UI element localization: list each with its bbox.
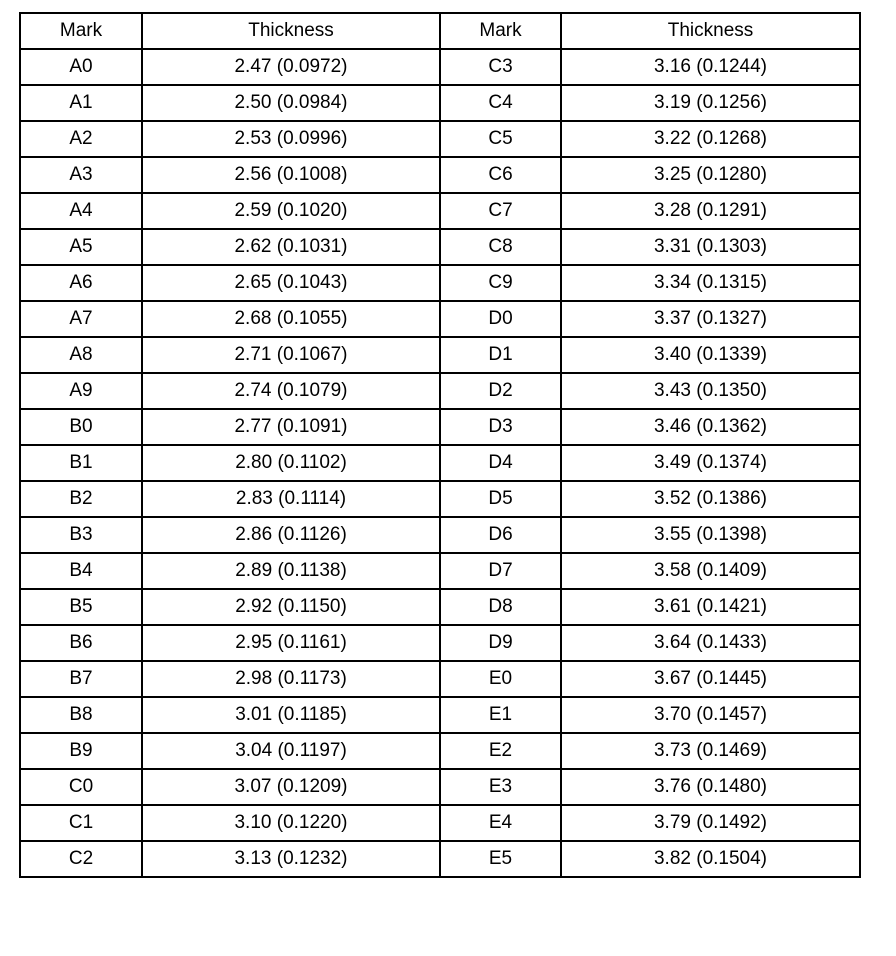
mark-cell: C5 (440, 121, 561, 157)
header-mark-right: Mark (440, 13, 561, 49)
mark-cell: C3 (440, 49, 561, 85)
mark-cell: D8 (440, 589, 561, 625)
thickness-cell: 3.19 (0.1256) (561, 85, 860, 121)
mark-cell: A4 (20, 193, 142, 229)
thickness-cell: 3.13 (0.1232) (142, 841, 440, 877)
mark-cell: A0 (20, 49, 142, 85)
thickness-cell: 3.43 (0.1350) (561, 373, 860, 409)
thickness-cell: 2.83 (0.1114) (142, 481, 440, 517)
header-thickness-left: Thickness (142, 13, 440, 49)
thickness-cell: 2.50 (0.0984) (142, 85, 440, 121)
table-row (20, 661, 860, 697)
thickness-cell: 2.80 (0.1102) (142, 445, 440, 481)
table-row (20, 49, 860, 85)
mark-cell: C1 (20, 805, 142, 841)
mark-cell: E0 (440, 661, 561, 697)
mark-cell: C9 (440, 265, 561, 301)
thickness-cell: 2.98 (0.1173) (142, 661, 440, 697)
table-row (20, 697, 860, 733)
mark-cell: C8 (440, 229, 561, 265)
mark-cell: B2 (20, 481, 142, 517)
mark-cell: B4 (20, 553, 142, 589)
table-row (20, 121, 860, 157)
table-row (20, 481, 860, 517)
thickness-cell: 3.04 (0.1197) (142, 733, 440, 769)
thickness-cell: 3.10 (0.1220) (142, 805, 440, 841)
mark-cell: B7 (20, 661, 142, 697)
mark-cell: B5 (20, 589, 142, 625)
table-row (20, 769, 860, 805)
thickness-cell: 3.61 (0.1421) (561, 589, 860, 625)
table-row (20, 445, 860, 481)
thickness-cell: 3.58 (0.1409) (561, 553, 860, 589)
table-row (20, 841, 860, 877)
thickness-cell: 3.40 (0.1339) (561, 337, 860, 373)
mark-cell: B6 (20, 625, 142, 661)
thickness-cell: 3.76 (0.1480) (561, 769, 860, 805)
thickness-cell: 3.82 (0.1504) (561, 841, 860, 877)
mark-cell: A5 (20, 229, 142, 265)
thickness-cell: 3.55 (0.1398) (561, 517, 860, 553)
mark-cell: C0 (20, 769, 142, 805)
thickness-cell: 2.89 (0.1138) (142, 553, 440, 589)
thickness-cell: 2.71 (0.1067) (142, 337, 440, 373)
thickness-cell: 2.65 (0.1043) (142, 265, 440, 301)
thickness-table (19, 12, 861, 878)
table-row (20, 409, 860, 445)
mark-cell: C7 (440, 193, 561, 229)
mark-cell: D6 (440, 517, 561, 553)
table-body (20, 49, 860, 877)
thickness-cell: 3.52 (0.1386) (561, 481, 860, 517)
mark-cell: E2 (440, 733, 561, 769)
mark-cell: A3 (20, 157, 142, 193)
thickness-cell: 2.59 (0.1020) (142, 193, 440, 229)
mark-cell: D4 (440, 445, 561, 481)
mark-cell: A2 (20, 121, 142, 157)
thickness-cell: 3.34 (0.1315) (561, 265, 860, 301)
mark-cell: C4 (440, 85, 561, 121)
table-row (20, 733, 860, 769)
table-header-row (20, 13, 860, 49)
mark-cell: C6 (440, 157, 561, 193)
table-row (20, 229, 860, 265)
table-row (20, 301, 860, 337)
thickness-cell: 2.68 (0.1055) (142, 301, 440, 337)
header-thickness-right: Thickness (561, 13, 860, 49)
thickness-cell: 3.37 (0.1327) (561, 301, 860, 337)
thickness-cell: 2.47 (0.0972) (142, 49, 440, 85)
table-row (20, 373, 860, 409)
mark-cell: D0 (440, 301, 561, 337)
thickness-cell: 2.53 (0.0996) (142, 121, 440, 157)
thickness-cell: 3.70 (0.1457) (561, 697, 860, 733)
table-row (20, 157, 860, 193)
table-row (20, 589, 860, 625)
mark-cell: E4 (440, 805, 561, 841)
mark-cell: D7 (440, 553, 561, 589)
mark-cell: B0 (20, 409, 142, 445)
mark-cell: B9 (20, 733, 142, 769)
thickness-cell: 3.73 (0.1469) (561, 733, 860, 769)
mark-cell: E3 (440, 769, 561, 805)
header-mark-left: Mark (20, 13, 142, 49)
thickness-cell: 3.49 (0.1374) (561, 445, 860, 481)
mark-cell: C2 (20, 841, 142, 877)
table-row (20, 193, 860, 229)
thickness-cell: 3.07 (0.1209) (142, 769, 440, 805)
mark-cell: D3 (440, 409, 561, 445)
mark-cell: D1 (440, 337, 561, 373)
mark-cell: D9 (440, 625, 561, 661)
thickness-cell: 2.62 (0.1031) (142, 229, 440, 265)
thickness-cell: 3.64 (0.1433) (561, 625, 860, 661)
mark-cell: D5 (440, 481, 561, 517)
thickness-cell: 3.22 (0.1268) (561, 121, 860, 157)
mark-cell: A1 (20, 85, 142, 121)
thickness-cell: 2.74 (0.1079) (142, 373, 440, 409)
thickness-cell: 3.79 (0.1492) (561, 805, 860, 841)
thickness-cell: 3.67 (0.1445) (561, 661, 860, 697)
thickness-cell: 2.77 (0.1091) (142, 409, 440, 445)
mark-cell: B8 (20, 697, 142, 733)
thickness-cell: 2.92 (0.1150) (142, 589, 440, 625)
thickness-cell: 3.46 (0.1362) (561, 409, 860, 445)
thickness-cell: 3.25 (0.1280) (561, 157, 860, 193)
mark-cell: E1 (440, 697, 561, 733)
table-row (20, 337, 860, 373)
mark-cell: A6 (20, 265, 142, 301)
mark-cell: B1 (20, 445, 142, 481)
mark-cell: A8 (20, 337, 142, 373)
table-row (20, 517, 860, 553)
mark-cell: E5 (440, 841, 561, 877)
thickness-cell: 3.28 (0.1291) (561, 193, 860, 229)
thickness-cell: 3.31 (0.1303) (561, 229, 860, 265)
thickness-cell: 2.56 (0.1008) (142, 157, 440, 193)
thickness-cell: 3.16 (0.1244) (561, 49, 860, 85)
table-row (20, 265, 860, 301)
mark-cell: B3 (20, 517, 142, 553)
table-row (20, 805, 860, 841)
table-row (20, 85, 860, 121)
mark-cell: A7 (20, 301, 142, 337)
thickness-cell: 3.01 (0.1185) (142, 697, 440, 733)
thickness-cell: 2.95 (0.1161) (142, 625, 440, 661)
table-row (20, 625, 860, 661)
thickness-table-container (19, 12, 861, 878)
mark-cell: A9 (20, 373, 142, 409)
mark-cell: D2 (440, 373, 561, 409)
table-row (20, 553, 860, 589)
thickness-cell: 2.86 (0.1126) (142, 517, 440, 553)
